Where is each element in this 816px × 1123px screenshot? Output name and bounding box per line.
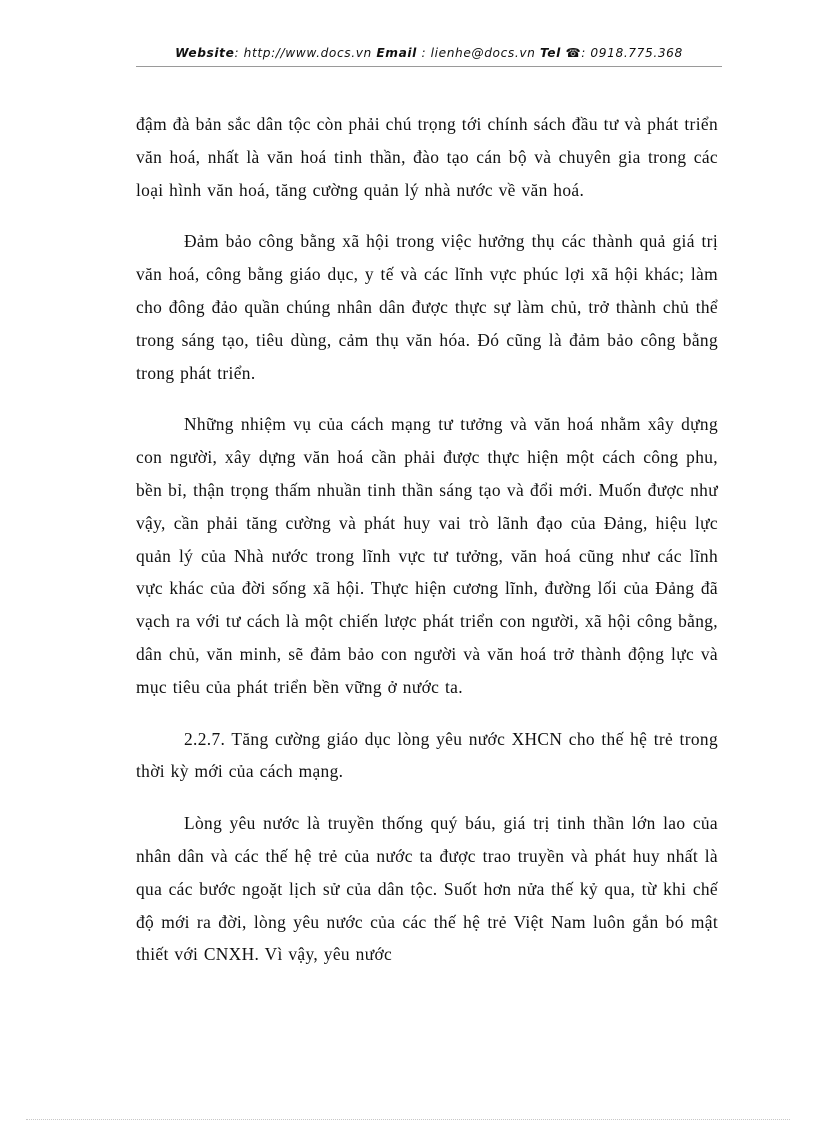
paragraph-gap [136,206,718,225]
website-label: Website [175,46,235,60]
paragraph-gap [136,389,718,408]
paragraph-continuation: đậm đà bản sắc dân tộc còn phải chú trọng tới chính sách đầu tư và phát triển văn hoá, nhất là văn hoá tinh thần, đào tạo cán bộ và chuyên gia trong các loại hình văn hoá, tăng cường quản lý nhà nước về văn hoá. [136,114,718,200]
page-body [136,108,718,971]
section-heading-2-2-7: 2.2.7. Tăng cường giáo dục lòng yêu nước XHCN cho thế hệ trẻ trong thời kỳ mới của cách mạng. [136,728,718,782]
tel-value: : 0918.775.368 [581,46,683,60]
website-value: : http://www.docs.vn [234,46,372,60]
paragraph-patriotism: Lòng yêu nước là truyền thống quý báu, giá trị tinh thần lớn lao của nhân dân và các thế hệ trẻ của nước ta được trao truyền và phát huy nhất là qua các bước ngoặt lịch sử của dân tộc. Suốt hơn nửa thế kỷ qua, từ khi chế độ mới ra đời, lòng yêu nước của các thế hệ trẻ Việt Nam luôn gắn bó mật thiết với CNXH. Vì vậy, yêu nước [136,813,718,965]
paragraph-gap [136,704,718,723]
header-divider [136,66,722,67]
email-label: Email [376,46,417,60]
paragraph-social-equity: Đảm bảo công bằng xã hội trong việc hưởng thụ các thành quả giá trị văn hoá, công bằng giáo dục, y tế và các lĩnh vực phúc lợi xã hội khác; làm cho đông đảo quần chúng nhân dân được thực sự làm chủ, trở thành chủ thể trong sáng tạo, tiêu dùng, cảm thụ văn hóa. Đó cũng là đảm bảo công bằng trong phát triển. [136,231,718,383]
paragraph-gap [136,788,718,807]
footer-divider [26,1119,790,1120]
email-value: : lienhe@docs.vn [421,46,536,60]
tel-label: Tel [539,46,561,60]
phone-icon: ☎ [565,46,582,60]
page-header [136,46,722,66]
paragraph-revolution-tasks: Những nhiệm vụ của cách mạng tư tưởng và văn hoá nhằm xây dựng con người, xây dựng văn hoá cần phải được thực hiện một cách công phu, bền bỉ, thận trọng thấm nhuần tinh thần sáng tạo và đổi mới. Muốn được như vậy, cần phải tăng cường và phát huy vai trò lãnh đạo của Đảng, hiệu lực quản lý của Nhà nước trong lĩnh vực tư tưởng, văn hoá cũng như các lĩnh vực khác của đời sống xã hội. Thực hiện cương lĩnh, đường lối của Đảng đã vạch ra với tư cách là một chiến lược phát triển con người, xã hội công bằng, dân chủ, văn minh, sẽ đảm bảo con người và văn hoá trở thành động lực và mục tiêu của phát triển bền vững ở nước ta. [136,414,718,697]
